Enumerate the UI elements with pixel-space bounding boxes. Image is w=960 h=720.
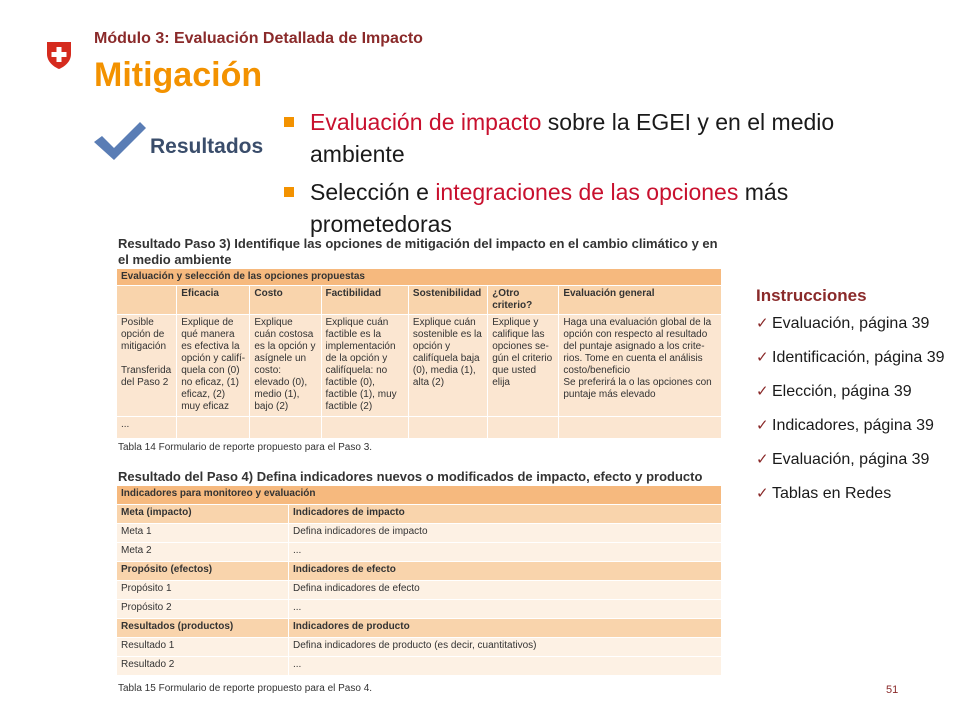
- checkmark-icon: ✓: [756, 315, 769, 332]
- table-cell: Meta 1: [117, 524, 289, 543]
- table-cell: Posible opción de mitigación Transferida del Paso 2: [117, 315, 177, 417]
- bullet-square-icon: [284, 117, 294, 127]
- results-badge-label: Resultados: [150, 135, 264, 158]
- table-header-cell: Sostenibilidad: [408, 286, 487, 315]
- module-subtitle: Módulo 3: Evaluación Detallada de Impacto: [94, 30, 423, 47]
- table-cell: ...: [289, 600, 722, 619]
- step4-table: [116, 485, 722, 676]
- table-cell: Propósito 1: [117, 581, 289, 600]
- table-row: [117, 657, 722, 676]
- table-cell: Meta 2: [117, 543, 289, 562]
- table-cell: Meta (impacto): [117, 505, 289, 524]
- table-header-row: [117, 286, 722, 315]
- swiss-shield-logo: [44, 40, 74, 70]
- checkmark-icon: ✓: [756, 485, 769, 502]
- table-cell: Propósito (efectos): [117, 562, 289, 581]
- step3-table: [116, 268, 722, 439]
- bullet-square-icon: [284, 187, 294, 197]
- table-cell: ...: [289, 543, 722, 562]
- bullet-item: Selección e integraciones de las opciones más prometedoras: [282, 176, 882, 240]
- page-number: 51: [886, 684, 899, 696]
- instructions-item: [756, 450, 946, 470]
- instructions-item: [756, 484, 946, 504]
- table-cell: [321, 417, 408, 439]
- table-cell: Explique cuán costosa es la opción y asígnele un costo: elevado (0), medio (1), bajo (2): [250, 315, 321, 417]
- instructions-item-label: Tablas en Redes: [772, 485, 892, 502]
- table-cell: Haga una evaluación global de la opción con respecto al resultado del puntaje asignado a los crite-rios. Tome en cuenta el análisis costo/beneficio Se preferirá la o las opciones con puntaje más elevado: [559, 315, 722, 417]
- table-row: [117, 581, 722, 600]
- table-row: [117, 600, 722, 619]
- table-cell: Indicadores de efecto: [289, 562, 722, 581]
- instructions-title: Instrucciones: [756, 286, 867, 305]
- table-cell: Propósito 2: [117, 600, 289, 619]
- table-cell: ...: [289, 657, 722, 676]
- table-cell: [177, 417, 250, 439]
- table-header-cell: ¿Otro criterio?: [488, 286, 559, 315]
- table-header-cell: Eficacia: [177, 286, 250, 315]
- table-cell: Resultados (productos): [117, 619, 289, 638]
- instructions-panel: [756, 286, 946, 518]
- table-cell: Explique cuán factible es la implementación de la opción y califíquela: no factible (0), factible (1), muy factible (2): [321, 315, 408, 417]
- table-section-header: Evaluación y selección de las opciones propuestas: [117, 269, 722, 286]
- table-cell: Resultado 2: [117, 657, 289, 676]
- table-cell: Indicadores de impacto: [289, 505, 722, 524]
- instructions-item-label: Evaluación, página 39: [772, 451, 930, 468]
- bullet-list: [282, 106, 882, 246]
- checkmark-icon: ✓: [756, 451, 769, 468]
- table-cell: Explique y califique las opciones se-gún el criterio que usted elija: [488, 315, 559, 417]
- instructions-item: [756, 416, 946, 436]
- table-header-cell: Evaluación general: [559, 286, 722, 315]
- checkmark-icon: ✓: [756, 349, 769, 366]
- table-row: [117, 315, 722, 417]
- table-cell: Explique de qué manera es efectiva la opción y califí-quela con (0) no eficaz, (1) eficaz, (2) muy eficaz: [177, 315, 250, 417]
- instructions-item-label: Indicadores, página 39: [772, 417, 934, 434]
- report-forms-image: [112, 236, 726, 720]
- table-cell: Indicadores de producto: [289, 619, 722, 638]
- table-section-header: Indicadores para monitoreo y evaluación: [117, 486, 722, 505]
- instructions-item-label: Elección, página 39: [772, 383, 912, 400]
- instructions-item: [756, 314, 946, 334]
- instructions-list: [756, 314, 946, 504]
- instructions-item-label: Evaluación, página 39: [772, 315, 930, 332]
- checkmark-icon: [92, 120, 148, 162]
- table-cell: Resultado 1: [117, 638, 289, 657]
- table-caption: Tabla 14 Formulario de reporte propuesto para el Paso 3.: [118, 442, 373, 453]
- table-header-cell: [117, 286, 177, 315]
- table-cell: Defina indicadores de impacto: [289, 524, 722, 543]
- table-row: [117, 638, 722, 657]
- table-header-cell: Costo: [250, 286, 321, 315]
- step4-title: Resultado del Paso 4) Defina indicadores nuevos o modificados de impacto, efecto y producto: [118, 469, 703, 484]
- table-row: [117, 417, 722, 439]
- table-cell: [488, 417, 559, 439]
- table-cell: [250, 417, 321, 439]
- instructions-item: [756, 348, 946, 368]
- table-caption: Tabla 15 Formulario de reporte propuesto para el Paso 4.: [118, 683, 373, 694]
- bullet-item: Evaluación de impacto sobre la EGEI y en el medio ambiente: [282, 106, 882, 170]
- table-cell: Defina indicadores de producto (es decir, cuantitativos): [289, 638, 722, 657]
- table-row: [117, 524, 722, 543]
- table-header-cell: Factibilidad: [321, 286, 408, 315]
- table-row: [117, 619, 722, 638]
- instructions-item: [756, 382, 946, 402]
- table-row: [117, 562, 722, 581]
- step3-title: Resultado Paso 3) Identifique las opciones de mitigación del impacto en el cambio climático y en el medio ambiente: [118, 236, 718, 267]
- checkmark-icon: ✓: [756, 417, 769, 434]
- table-cell: [559, 417, 722, 439]
- checkmark-icon: ✓: [756, 383, 769, 400]
- table-cell: Defina indicadores de efecto: [289, 581, 722, 600]
- table-row: [117, 543, 722, 562]
- table-cell: [408, 417, 487, 439]
- table-row: [117, 505, 722, 524]
- table-cell: ...: [117, 417, 177, 439]
- instructions-item-label: Identificación, página 39: [772, 349, 945, 366]
- page-title: Mitigación: [94, 56, 263, 94]
- table-cell: Explique cuán sostenible es la opción y califíquela baja (0), media (1), alta (2): [408, 315, 487, 417]
